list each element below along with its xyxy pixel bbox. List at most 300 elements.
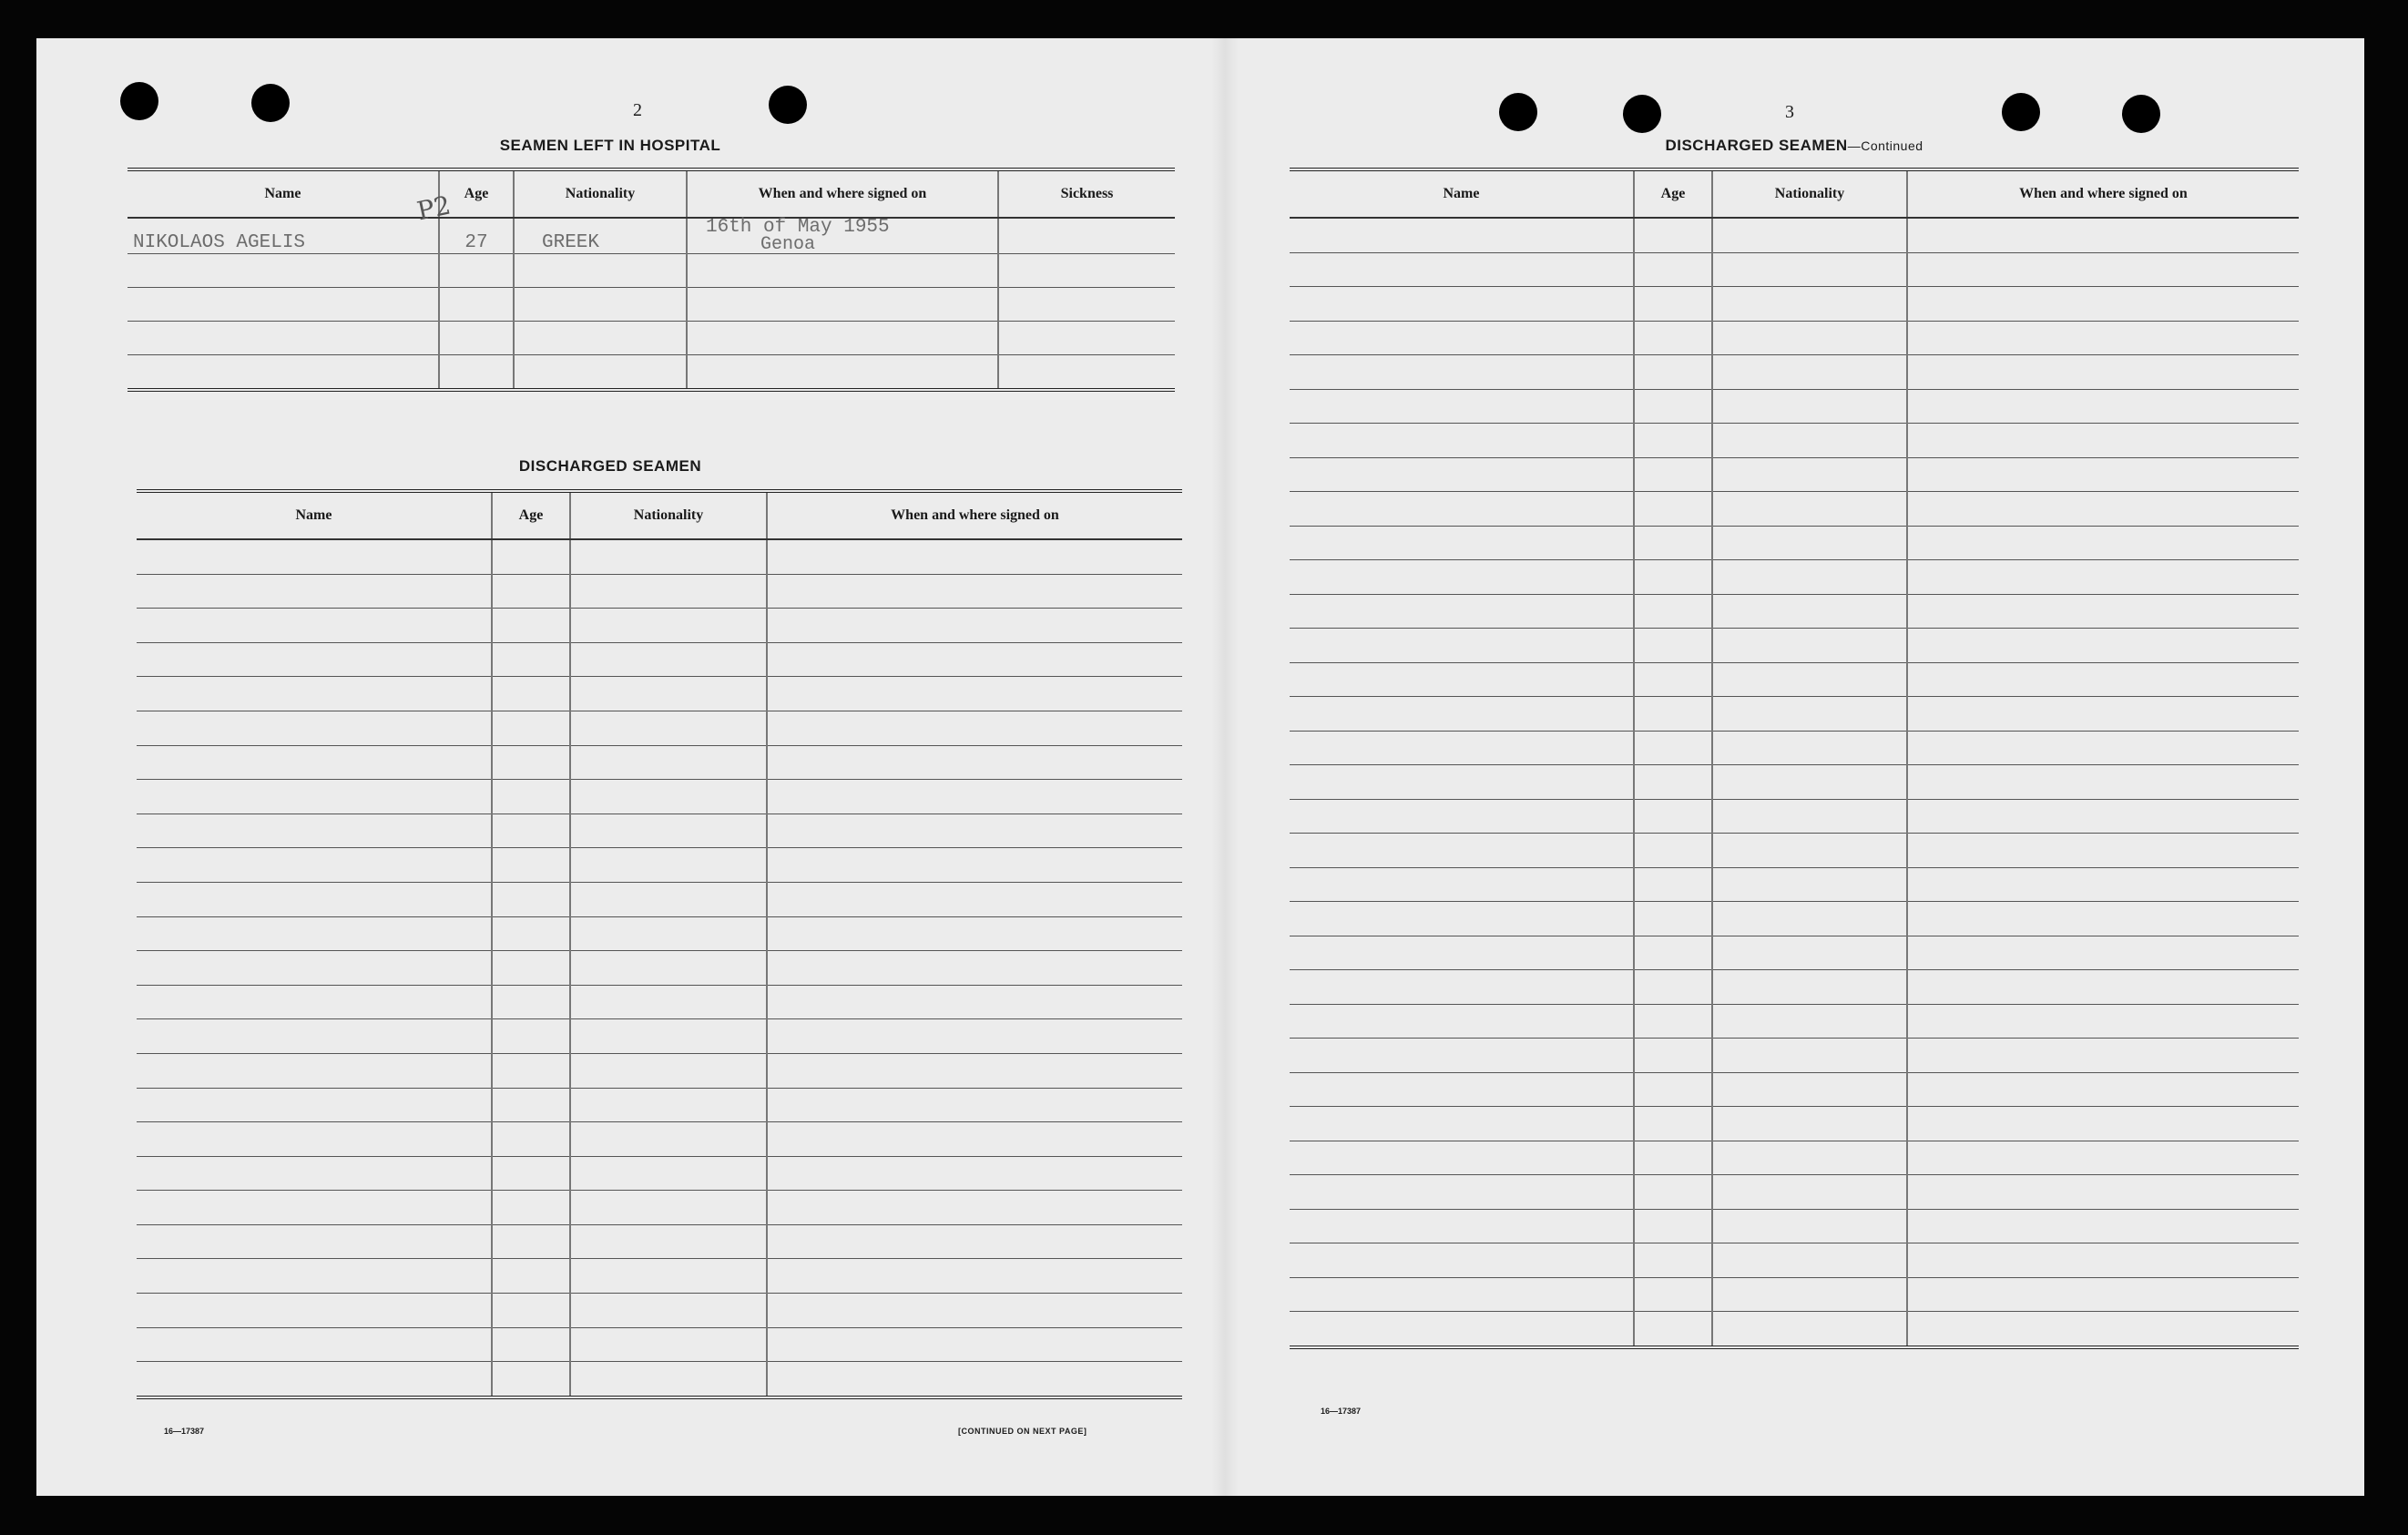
table-cell: [570, 711, 767, 745]
table-cell: [1634, 218, 1712, 252]
table-cell: [570, 848, 767, 883]
table-row: [1290, 662, 2299, 697]
table-cell: [1290, 287, 1634, 322]
table-cell: [1634, 662, 1712, 697]
table-row: [1290, 834, 2299, 868]
table-cell: [137, 1191, 492, 1225]
table-cell: [1907, 629, 2299, 663]
column-header-name: Name: [1290, 169, 1634, 218]
table-cell: [1907, 834, 2299, 868]
table-cell: [137, 1362, 492, 1397]
table-cell: [767, 1191, 1182, 1225]
table-cell: [492, 1191, 570, 1225]
table-cell: [570, 642, 767, 677]
table-cell: [492, 814, 570, 848]
table-cell: [1634, 1312, 1712, 1347]
seaman-name: NIKOLAOS AGELIS: [128, 218, 439, 254]
table-cell: [1290, 834, 1634, 868]
discharged-table: [137, 489, 1182, 1399]
table-cell: [1712, 321, 1907, 355]
table-cell: [1712, 1107, 1907, 1141]
table-cell: [767, 814, 1182, 848]
table-cell: [570, 951, 767, 986]
table-cell: [767, 1053, 1182, 1088]
table-cell: [1712, 424, 1907, 458]
table-cell: [1907, 1209, 2299, 1243]
table-cell: [767, 848, 1182, 883]
seaman-signed-on: [687, 218, 998, 254]
table-row: [1290, 594, 2299, 629]
table-cell: [570, 609, 767, 643]
table-cell: [1290, 492, 1634, 527]
table-cell: [570, 745, 767, 780]
table-row: [137, 1327, 1182, 1362]
table-cell: [492, 985, 570, 1019]
table-cell: [137, 1053, 492, 1088]
table-cell: [1290, 560, 1634, 595]
table-cell: [570, 1362, 767, 1397]
table-cell: [492, 711, 570, 745]
table-row: [1290, 629, 2299, 663]
table-cell: [1634, 629, 1712, 663]
table-cell: [1712, 287, 1907, 322]
handwritten-annotation: P2: [413, 189, 454, 227]
table-cell: [1907, 902, 2299, 936]
seaman-age: 27: [439, 218, 514, 254]
table-cell: [1634, 321, 1712, 355]
table-row: [1290, 1072, 2299, 1107]
table-cell: [570, 985, 767, 1019]
form-code: 16—17387: [164, 1427, 205, 1436]
table-cell: [137, 814, 492, 848]
table-cell: [570, 1294, 767, 1328]
table-cell: [1634, 492, 1712, 527]
table-row: [137, 1362, 1182, 1397]
table-cell: [1907, 662, 2299, 697]
table-cell: [570, 677, 767, 711]
table-cell: [1290, 218, 1634, 252]
table-cell: [1634, 389, 1712, 424]
column-header-age: Age: [1634, 169, 1712, 218]
table-row: [1290, 321, 2299, 355]
table-row: [1290, 252, 2299, 287]
table-cell: [1634, 936, 1712, 970]
table-row: [137, 1156, 1182, 1191]
column-header-nationality: Nationality: [1712, 169, 1907, 218]
table-cell: [767, 574, 1182, 609]
title-suffix: —Continued: [1847, 138, 1923, 153]
page-number: 2: [633, 100, 642, 120]
table-cell: [137, 985, 492, 1019]
table-cell: [1907, 287, 2299, 322]
table-cell: [767, 985, 1182, 1019]
table-row: [1290, 1141, 2299, 1175]
table-row: [137, 1191, 1182, 1225]
table-cell: [570, 1327, 767, 1362]
table-row: [137, 916, 1182, 951]
table-cell: [492, 1019, 570, 1054]
table-cell: [1290, 1004, 1634, 1039]
table-cell: [1907, 1141, 2299, 1175]
table-cell: [1290, 970, 1634, 1005]
table-row: [1290, 1039, 2299, 1073]
table-cell: [137, 642, 492, 677]
table-cell: [1634, 594, 1712, 629]
table-row: [128, 322, 1175, 355]
table-cell: [570, 814, 767, 848]
table-row: [1290, 1243, 2299, 1278]
table-cell: [767, 916, 1182, 951]
table-cell: [1290, 424, 1634, 458]
table-cell: [1290, 1243, 1634, 1278]
table-cell: [1907, 1072, 2299, 1107]
table-row: [1290, 936, 2299, 970]
table-row: [1290, 1175, 2299, 1210]
table-row: [128, 254, 1175, 288]
table-row: [137, 882, 1182, 916]
table-cell: [137, 1294, 492, 1328]
table-cell: [492, 609, 570, 643]
table-cell: [1712, 902, 1907, 936]
table-row: [137, 1122, 1182, 1157]
table-cell: [492, 1088, 570, 1122]
table-cell: [1712, 1175, 1907, 1210]
table-cell: [492, 882, 570, 916]
continued-note: [CONTINUED ON NEXT PAGE]: [958, 1427, 1087, 1436]
table-cell: [492, 916, 570, 951]
table-cell: [1907, 321, 2299, 355]
table-row: [1290, 1107, 2299, 1141]
table-cell: [492, 745, 570, 780]
table-cell: [137, 882, 492, 916]
table-cell: [492, 1327, 570, 1362]
table-cell: [1634, 355, 1712, 390]
table-cell: [1712, 389, 1907, 424]
table-cell: [570, 1224, 767, 1259]
table-cell: [492, 1053, 570, 1088]
table-cell: [1907, 970, 2299, 1005]
table-cell: [1907, 936, 2299, 970]
table-cell: [767, 609, 1182, 643]
table-row: [1290, 697, 2299, 732]
table-cell: [1712, 1072, 1907, 1107]
table-cell: [1907, 731, 2299, 765]
table-cell: [137, 711, 492, 745]
table-cell: [492, 1156, 570, 1191]
table-cell: [492, 677, 570, 711]
table-cell: [1290, 321, 1634, 355]
table-cell: [1634, 424, 1712, 458]
table-cell: [492, 951, 570, 986]
table-cell: [570, 574, 767, 609]
table-cell: [1634, 1243, 1712, 1278]
discharged-section-title: DISCHARGED SEAMEN: [518, 457, 702, 475]
discharged-continued-table: [1290, 168, 2299, 1349]
column-header-sickness: Sickness: [998, 169, 1175, 218]
table-cell: [1907, 1277, 2299, 1312]
table-cell: [1712, 697, 1907, 732]
table-cell: [1290, 594, 1634, 629]
table-cell: [137, 848, 492, 883]
hospital-section-title: SEAMEN LEFT IN HOSPITAL: [499, 137, 721, 154]
table-cell: [1907, 799, 2299, 834]
table-cell: [1290, 765, 1634, 800]
table-cell: [1634, 834, 1712, 868]
table-cell: [1907, 252, 2299, 287]
table-cell: [570, 1122, 767, 1157]
table-cell: [1634, 1072, 1712, 1107]
table-cell: [767, 1019, 1182, 1054]
column-header-signed-on: When and where signed on: [767, 491, 1182, 539]
table-cell: [570, 1156, 767, 1191]
table-row: [128, 218, 1175, 254]
table-cell: [767, 780, 1182, 814]
table-cell: [1290, 1209, 1634, 1243]
table-cell: [1634, 1107, 1712, 1141]
table-cell: [1290, 1141, 1634, 1175]
table-cell: [1634, 1209, 1712, 1243]
table-cell: [570, 916, 767, 951]
table-cell: [1712, 1004, 1907, 1039]
table-cell: [570, 1053, 767, 1088]
table-cell: [1712, 867, 1907, 902]
table-cell: [1290, 662, 1634, 697]
table-cell: [1907, 697, 2299, 732]
table-cell: [1634, 697, 1712, 732]
table-cell: [1712, 799, 1907, 834]
table-cell: [1907, 867, 2299, 902]
table-cell: [137, 1019, 492, 1054]
table-cell: [767, 711, 1182, 745]
table-cell: [1712, 936, 1907, 970]
table-row: [1290, 970, 2299, 1005]
table-row: [137, 848, 1182, 883]
table-cell: [1290, 867, 1634, 902]
table-cell: [1290, 799, 1634, 834]
table-cell: [570, 882, 767, 916]
table-cell: [1907, 424, 2299, 458]
table-cell: [767, 1224, 1182, 1259]
table-cell: [570, 1088, 767, 1122]
table-row: [137, 1088, 1182, 1122]
table-cell: [492, 1362, 570, 1397]
table-cell: [1634, 1175, 1712, 1210]
form-code: 16—17387: [1321, 1407, 1362, 1416]
hospital-table: [128, 168, 1175, 392]
table-row: [137, 1294, 1182, 1328]
page-number: 3: [1785, 102, 1794, 122]
table-cell: [767, 1327, 1182, 1362]
table-row: [137, 1259, 1182, 1294]
table-cell: [767, 1259, 1182, 1294]
table-cell: [1712, 1209, 1907, 1243]
table-cell: [1634, 902, 1712, 936]
table-cell: [1712, 355, 1907, 390]
table-row: [128, 288, 1175, 322]
table-cell: [1907, 1312, 2299, 1347]
table-cell: [767, 677, 1182, 711]
table-cell: [1907, 765, 2299, 800]
table-cell: [1712, 1039, 1907, 1073]
table-cell: [1290, 1312, 1634, 1347]
table-cell: [1634, 560, 1712, 595]
table-cell: [1907, 560, 2299, 595]
table-cell: [137, 745, 492, 780]
table-cell: [137, 1088, 492, 1122]
table-cell: [1290, 629, 1634, 663]
table-cell: [1907, 1004, 2299, 1039]
column-header-age: Age: [492, 491, 570, 539]
table-cell: [492, 642, 570, 677]
table-row: [128, 355, 1175, 391]
table-cell: [1290, 902, 1634, 936]
table-row: [1290, 287, 2299, 322]
table-cell: [1634, 799, 1712, 834]
table-cell: [767, 1362, 1182, 1397]
table-cell: [1290, 1072, 1634, 1107]
column-header-signed-on: When and where signed on: [1907, 169, 2299, 218]
table-row: [1290, 799, 2299, 834]
table-cell: [1634, 970, 1712, 1005]
column-header-nationality: Nationality: [514, 169, 687, 218]
table-cell: [1712, 970, 1907, 1005]
table-row: [137, 814, 1182, 848]
table-cell: [1634, 1039, 1712, 1073]
table-cell: [570, 1259, 767, 1294]
table-row: [1290, 457, 2299, 492]
table-cell: [767, 1294, 1182, 1328]
right-page: [1235, 38, 2364, 1496]
column-header-name: Name: [137, 491, 492, 539]
table-cell: [492, 848, 570, 883]
table-row: [137, 677, 1182, 711]
table-cell: [492, 1259, 570, 1294]
table-row: [137, 951, 1182, 986]
table-cell: [570, 1191, 767, 1225]
table-cell: [570, 539, 767, 574]
table-row: [1290, 1004, 2299, 1039]
table-row: [137, 1053, 1182, 1088]
table-cell: [1907, 389, 2299, 424]
table-cell: [1634, 526, 1712, 560]
table-cell: [1907, 457, 2299, 492]
table-cell: [570, 780, 767, 814]
table-cell: [767, 951, 1182, 986]
table-row: [137, 609, 1182, 643]
document-sheet: [36, 38, 2364, 1496]
table-cell: [1712, 629, 1907, 663]
table-cell: [1290, 1107, 1634, 1141]
table-cell: [137, 1156, 492, 1191]
seaman-nationality: GREEK: [514, 218, 687, 254]
table-cell: [137, 916, 492, 951]
table-row: [137, 1019, 1182, 1054]
table-cell: [137, 539, 492, 574]
table-cell: [1290, 1277, 1634, 1312]
table-row: [137, 574, 1182, 609]
table-row: [1290, 218, 2299, 252]
table-cell: [1712, 765, 1907, 800]
discharged-continued-title: [1603, 137, 1985, 155]
table-cell: [137, 1122, 492, 1157]
table-cell: [1712, 218, 1907, 252]
table-cell: [767, 745, 1182, 780]
table-cell: [1634, 1277, 1712, 1312]
table-row: [1290, 526, 2299, 560]
table-cell: [137, 1224, 492, 1259]
table-cell: [492, 1224, 570, 1259]
table-cell: [767, 539, 1182, 574]
table-row: [137, 1224, 1182, 1259]
signed-on-date: 16th of May 1955: [706, 217, 890, 238]
table-cell: [1290, 457, 1634, 492]
table-row: [1290, 389, 2299, 424]
table-row: [1290, 1312, 2299, 1347]
table-cell: [1712, 526, 1907, 560]
table-cell: [1634, 1004, 1712, 1039]
table-cell: [492, 1294, 570, 1328]
table-cell: [1634, 287, 1712, 322]
table-cell: [1907, 594, 2299, 629]
table-cell: [1634, 731, 1712, 765]
table-row: [1290, 1277, 2299, 1312]
table-row: [1290, 731, 2299, 765]
table-cell: [1634, 765, 1712, 800]
table-cell: [1634, 457, 1712, 492]
table-cell: [1290, 1039, 1634, 1073]
table-cell: [1907, 1107, 2299, 1141]
table-row: [1290, 492, 2299, 527]
table-cell: [1712, 1141, 1907, 1175]
table-cell: [570, 1019, 767, 1054]
table-row: [1290, 902, 2299, 936]
table-cell: [1907, 526, 2299, 560]
table-cell: [1907, 218, 2299, 252]
table-cell: [1712, 1243, 1907, 1278]
table-row: [1290, 424, 2299, 458]
table-cell: [1290, 731, 1634, 765]
table-cell: [1712, 594, 1907, 629]
table-row: [137, 539, 1182, 574]
table-cell: [1290, 355, 1634, 390]
table-cell: [492, 539, 570, 574]
table-cell: [137, 1259, 492, 1294]
table-cell: [492, 780, 570, 814]
table-row: [1290, 765, 2299, 800]
table-cell: [1712, 1312, 1907, 1347]
table-cell: [1907, 1243, 2299, 1278]
column-header-age: Age: [439, 169, 514, 218]
table-cell: [767, 882, 1182, 916]
table-row: [137, 780, 1182, 814]
table-cell: [1907, 492, 2299, 527]
table-row: [137, 985, 1182, 1019]
title-main: DISCHARGED SEAMEN: [1665, 137, 1848, 154]
table-row: [137, 711, 1182, 745]
table-row: [1290, 867, 2299, 902]
table-cell: [1712, 1277, 1907, 1312]
table-cell: [1907, 1175, 2299, 1210]
column-header-name: Name: [128, 169, 439, 218]
table-cell: [492, 574, 570, 609]
signed-on-place: Genoa: [760, 234, 816, 255]
table-cell: [1290, 526, 1634, 560]
table-cell: [1712, 252, 1907, 287]
table-cell: [137, 780, 492, 814]
table-cell: [492, 1122, 570, 1157]
column-header-signed-on: When and where signed on: [687, 169, 998, 218]
table-cell: [137, 677, 492, 711]
